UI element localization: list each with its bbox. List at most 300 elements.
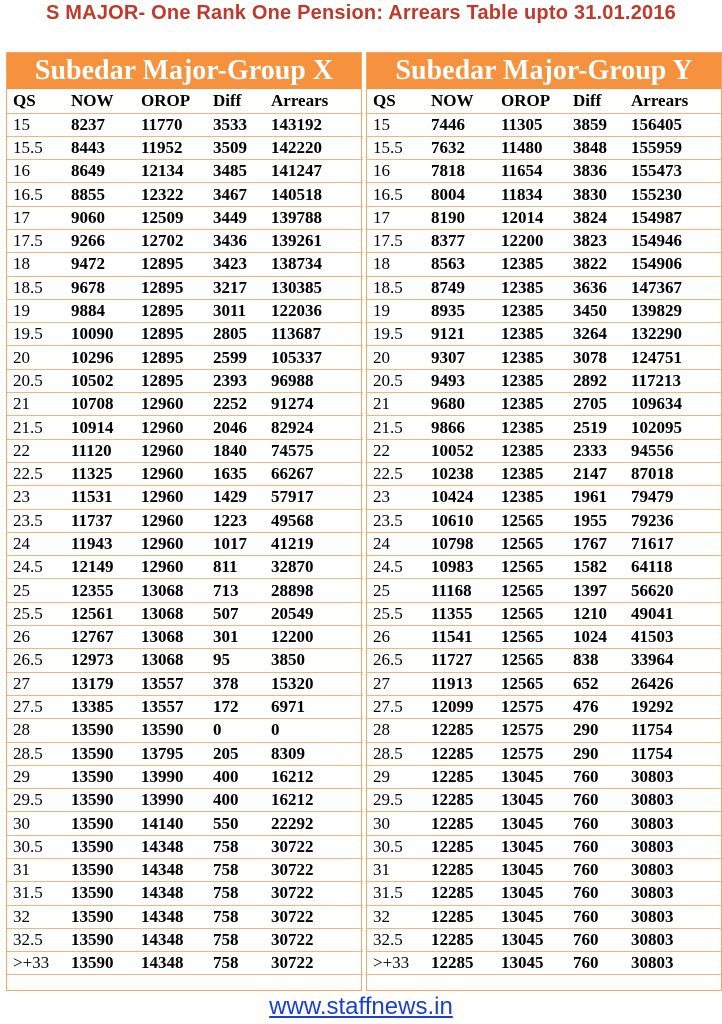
col-qs: QS [7, 89, 65, 113]
table-row [367, 579, 722, 602]
diff-cell: 760 [567, 952, 625, 975]
now-cell: 10424 [425, 486, 495, 509]
now-cell: 9060 [65, 206, 135, 229]
table-row [7, 393, 363, 416]
arrears-cell: 30722 [265, 905, 363, 928]
table-row [367, 928, 722, 951]
table-row [7, 113, 363, 136]
now-cell: 12285 [425, 882, 495, 905]
arrears-cell: 30803 [625, 789, 722, 812]
arrears-cell: 74575 [265, 439, 363, 462]
orop-cell: 12895 [135, 253, 207, 276]
arrears-cell: 30722 [265, 835, 363, 858]
now-cell: 12973 [65, 649, 135, 672]
diff-cell: 3485 [207, 160, 265, 183]
now-cell: 13590 [65, 835, 135, 858]
arrears-cell: 154946 [625, 229, 722, 252]
orop-cell: 13045 [495, 882, 567, 905]
arrears-cell: 11754 [625, 719, 722, 742]
table-row [367, 369, 722, 392]
diff-cell: 2705 [567, 393, 625, 416]
arrears-cell: 30722 [265, 952, 363, 975]
orop-cell: 13990 [135, 765, 207, 788]
qs-cell: 24 [367, 532, 425, 555]
arrears-cell: 28898 [265, 579, 363, 602]
qs-cell: 20 [7, 346, 65, 369]
orop-cell: 13068 [135, 626, 207, 649]
table-row [7, 626, 363, 649]
orop-cell: 12385 [495, 276, 567, 299]
diff-cell: 172 [207, 695, 265, 718]
now-cell: 10502 [65, 369, 135, 392]
now-cell: 13179 [65, 672, 135, 695]
table-row [7, 649, 363, 672]
now-cell: 10052 [425, 439, 495, 462]
now-cell: 7632 [425, 136, 495, 159]
table-row [367, 136, 722, 159]
now-cell: 10238 [425, 462, 495, 485]
diff-cell: 290 [567, 719, 625, 742]
diff-cell: 3449 [207, 206, 265, 229]
arrears-cell: 49041 [625, 602, 722, 625]
arrears-cell: 94556 [625, 439, 722, 462]
orop-cell: 13045 [495, 789, 567, 812]
now-cell: 9866 [425, 416, 495, 439]
now-cell: 7818 [425, 160, 495, 183]
arrears-cell: 0 [265, 719, 363, 742]
diff-cell: 2805 [207, 323, 265, 346]
qs-cell: 21.5 [367, 416, 425, 439]
arrears-cell: 130385 [265, 276, 363, 299]
diff-cell: 2519 [567, 416, 625, 439]
arrears-cell: 32870 [265, 556, 363, 579]
table-row [7, 253, 363, 276]
orop-cell: 12565 [495, 602, 567, 625]
table-row [367, 672, 722, 695]
table-row [367, 323, 722, 346]
arrears-cell: 19292 [625, 695, 722, 718]
orop-cell: 12565 [495, 532, 567, 555]
diff-cell: 758 [207, 882, 265, 905]
diff-cell: 1397 [567, 579, 625, 602]
now-cell: 8563 [425, 253, 495, 276]
now-cell: 13590 [65, 812, 135, 835]
diff-cell: 811 [207, 556, 265, 579]
group-y-panel [366, 52, 722, 991]
arrears-cell: 79236 [625, 509, 722, 532]
col-orop: OROP [495, 89, 567, 113]
arrears-cell: 8309 [265, 742, 363, 765]
diff-cell: 3011 [207, 299, 265, 322]
qs-cell: 32.5 [7, 928, 65, 951]
qs-cell: 22 [7, 439, 65, 462]
orop-cell: 11305 [495, 113, 567, 136]
arrears-cell: 96988 [265, 369, 363, 392]
table-row [367, 393, 722, 416]
table-row [7, 136, 363, 159]
arrears-cell: 11754 [625, 742, 722, 765]
qs-cell: 21 [367, 393, 425, 416]
arrears-cell: 41219 [265, 532, 363, 555]
page-title: S MAJOR- One Rank One Pension: Arrears Table upto 31.01.2016 [46, 2, 676, 24]
orop-cell: 12960 [135, 416, 207, 439]
orop-cell: 13045 [495, 928, 567, 951]
diff-cell: 1429 [207, 486, 265, 509]
now-cell: 13590 [65, 859, 135, 882]
orop-cell: 12385 [495, 369, 567, 392]
col-arrears: Arrears [625, 89, 722, 113]
diff-cell: 3423 [207, 253, 265, 276]
arrears-cell: 139261 [265, 229, 363, 252]
arrears-cell: 20549 [265, 602, 363, 625]
table-row [7, 859, 363, 882]
qs-cell: 30.5 [367, 835, 425, 858]
orop-cell: 12565 [495, 579, 567, 602]
diff-cell: 1840 [207, 439, 265, 462]
arrears-cell: 155230 [625, 183, 722, 206]
qs-cell: 30 [367, 812, 425, 835]
table-row [7, 695, 363, 718]
now-cell: 12355 [65, 579, 135, 602]
arrears-cell: 30803 [625, 952, 722, 975]
diff-cell: 760 [567, 765, 625, 788]
arrears-cell: 132290 [625, 323, 722, 346]
table-row [7, 742, 363, 765]
qs-cell: 21.5 [7, 416, 65, 439]
orop-cell: 12014 [495, 206, 567, 229]
diff-cell: 760 [567, 859, 625, 882]
table-row [367, 276, 722, 299]
qs-cell: 28.5 [7, 742, 65, 765]
diff-cell: 3822 [567, 253, 625, 276]
diff-cell: 3636 [567, 276, 625, 299]
qs-cell: 17 [7, 206, 65, 229]
orop-cell: 13068 [135, 649, 207, 672]
arrears-cell: 30803 [625, 928, 722, 951]
orop-cell: 12960 [135, 486, 207, 509]
table-row [367, 160, 722, 183]
diff-cell: 2393 [207, 369, 265, 392]
orop-cell: 12895 [135, 346, 207, 369]
qs-cell: 16 [7, 160, 65, 183]
orop-cell: 12200 [495, 229, 567, 252]
orop-cell: 14348 [135, 928, 207, 951]
qs-cell: 18.5 [7, 276, 65, 299]
table-row [367, 556, 722, 579]
diff-cell: 205 [207, 742, 265, 765]
now-cell: 11120 [65, 439, 135, 462]
orop-cell: 12960 [135, 393, 207, 416]
now-cell: 9680 [425, 393, 495, 416]
orop-cell: 13045 [495, 765, 567, 788]
diff-cell: 838 [567, 649, 625, 672]
qs-cell: 31 [367, 859, 425, 882]
arrears-cell: 140518 [265, 183, 363, 206]
now-cell: 12285 [425, 952, 495, 975]
now-cell: 12561 [65, 602, 135, 625]
diff-cell: 758 [207, 859, 265, 882]
qs-cell: 17.5 [7, 229, 65, 252]
diff-cell: 1582 [567, 556, 625, 579]
table-row [367, 695, 722, 718]
qs-cell: 29 [367, 765, 425, 788]
group-x-column-headers [7, 89, 363, 113]
orop-cell: 12960 [135, 509, 207, 532]
orop-cell: 11834 [495, 183, 567, 206]
qs-cell: 19.5 [367, 323, 425, 346]
orop-cell: 13068 [135, 602, 207, 625]
orop-cell: 13045 [495, 812, 567, 835]
qs-cell: 32.5 [367, 928, 425, 951]
arrears-cell: 15320 [265, 672, 363, 695]
arrears-cell: 56620 [625, 579, 722, 602]
now-cell: 11727 [425, 649, 495, 672]
now-cell: 10610 [425, 509, 495, 532]
table-row [367, 649, 722, 672]
qs-cell: 25 [7, 579, 65, 602]
qs-cell: 19.5 [7, 323, 65, 346]
qs-cell: 23 [7, 486, 65, 509]
now-cell: 10090 [65, 323, 135, 346]
orop-cell: 13557 [135, 695, 207, 718]
qs-cell: 27.5 [367, 695, 425, 718]
col-diff: Diff [207, 89, 265, 113]
arrears-cell: 113687 [265, 323, 363, 346]
qs-cell: 25 [367, 579, 425, 602]
orop-cell: 12385 [495, 253, 567, 276]
table-row [7, 462, 363, 485]
qs-cell: 15.5 [367, 136, 425, 159]
arrears-cell: 26426 [625, 672, 722, 695]
diff-cell: 3859 [567, 113, 625, 136]
table-row [367, 742, 722, 765]
orop-cell: 12385 [495, 393, 567, 416]
orop-cell: 13795 [135, 742, 207, 765]
arrears-cell: 49568 [265, 509, 363, 532]
diff-cell: 652 [567, 672, 625, 695]
orop-cell: 12565 [495, 556, 567, 579]
diff-cell: 1955 [567, 509, 625, 532]
orop-cell: 12322 [135, 183, 207, 206]
arrears-cell: 124751 [625, 346, 722, 369]
arrears-cell: 30803 [625, 835, 722, 858]
qs-cell: 26.5 [367, 649, 425, 672]
qs-cell: 17 [367, 206, 425, 229]
table-row [7, 928, 363, 951]
orop-cell: 12385 [495, 416, 567, 439]
orop-cell: 14348 [135, 882, 207, 905]
orop-cell: 12960 [135, 532, 207, 555]
arrears-cell: 141247 [265, 160, 363, 183]
diff-cell: 758 [207, 835, 265, 858]
now-cell: 9493 [425, 369, 495, 392]
col-arrears: Arrears [265, 89, 363, 113]
orop-cell: 12385 [495, 486, 567, 509]
now-cell: 12285 [425, 905, 495, 928]
qs-cell: >+33 [367, 952, 425, 975]
table-row [7, 160, 363, 183]
now-cell: 13385 [65, 695, 135, 718]
qs-cell: 26 [7, 626, 65, 649]
diff-cell: 1210 [567, 602, 625, 625]
diff-cell: 760 [567, 812, 625, 835]
diff-cell: 0 [207, 719, 265, 742]
orop-cell: 12565 [495, 672, 567, 695]
diff-cell: 3467 [207, 183, 265, 206]
orop-cell: 12575 [495, 719, 567, 742]
qs-cell: 18.5 [367, 276, 425, 299]
table-row [367, 952, 722, 975]
table-row [7, 229, 363, 252]
qs-cell: 15 [7, 113, 65, 136]
orop-cell: 11480 [495, 136, 567, 159]
arrears-cell: 33964 [625, 649, 722, 672]
now-cell: 9121 [425, 323, 495, 346]
now-cell: 12285 [425, 789, 495, 812]
qs-cell: 24 [7, 532, 65, 555]
diff-cell: 2147 [567, 462, 625, 485]
qs-cell: 27 [7, 672, 65, 695]
group-x-header: Subedar Major-Group X [7, 53, 361, 89]
now-cell: 13590 [65, 765, 135, 788]
qs-cell: 25.5 [367, 602, 425, 625]
table-row [367, 486, 722, 509]
orop-cell: 12385 [495, 299, 567, 322]
now-cell: 11943 [65, 532, 135, 555]
arrears-cell: 156405 [625, 113, 722, 136]
orop-cell: 13990 [135, 789, 207, 812]
diff-cell: 760 [567, 928, 625, 951]
diff-cell: 400 [207, 765, 265, 788]
orop-cell: 12385 [495, 439, 567, 462]
qs-cell: 23 [367, 486, 425, 509]
orop-cell: 12960 [135, 462, 207, 485]
diff-cell: 1961 [567, 486, 625, 509]
diff-cell: 507 [207, 602, 265, 625]
qs-cell: 29.5 [367, 789, 425, 812]
now-cell: 12285 [425, 859, 495, 882]
diff-cell: 3436 [207, 229, 265, 252]
qs-cell: 19 [7, 299, 65, 322]
now-cell: 9266 [65, 229, 135, 252]
diff-cell: 2252 [207, 393, 265, 416]
qs-cell: 20 [367, 346, 425, 369]
qs-cell: 17.5 [367, 229, 425, 252]
diff-cell: 758 [207, 928, 265, 951]
qs-cell: 28 [367, 719, 425, 742]
table-row [7, 416, 363, 439]
diff-cell: 2892 [567, 369, 625, 392]
now-cell: 11913 [425, 672, 495, 695]
now-cell: 10798 [425, 532, 495, 555]
arrears-cell: 30722 [265, 882, 363, 905]
diff-cell: 550 [207, 812, 265, 835]
qs-cell: 21 [7, 393, 65, 416]
table-row [7, 556, 363, 579]
orop-cell: 11654 [495, 160, 567, 183]
diff-cell: 2333 [567, 439, 625, 462]
table-row [7, 789, 363, 812]
table-row [367, 626, 722, 649]
diff-cell: 3533 [207, 113, 265, 136]
group-y-column-headers [367, 89, 722, 113]
now-cell: 10914 [65, 416, 135, 439]
arrears-cell: 71617 [625, 532, 722, 555]
orop-cell: 13557 [135, 672, 207, 695]
qs-cell: 18 [7, 253, 65, 276]
table-row [7, 579, 363, 602]
qs-cell: 26 [367, 626, 425, 649]
qs-cell: 24.5 [7, 556, 65, 579]
arrears-cell: 30803 [625, 882, 722, 905]
table-row [7, 532, 363, 555]
qs-cell: 32 [7, 905, 65, 928]
diff-cell: 3217 [207, 276, 265, 299]
table-row [7, 323, 363, 346]
orop-cell: 14348 [135, 952, 207, 975]
diff-cell: 476 [567, 695, 625, 718]
now-cell: 9472 [65, 253, 135, 276]
now-cell: 9307 [425, 346, 495, 369]
orop-cell: 12575 [495, 742, 567, 765]
arrears-cell: 109634 [625, 393, 722, 416]
qs-cell: 24.5 [367, 556, 425, 579]
orop-cell: 12575 [495, 695, 567, 718]
now-cell: 11355 [425, 602, 495, 625]
orop-cell: 12702 [135, 229, 207, 252]
arrears-cell: 64118 [625, 556, 722, 579]
orop-cell: 11952 [135, 136, 207, 159]
table-row [367, 532, 722, 555]
table-row [367, 859, 722, 882]
table-row [7, 765, 363, 788]
qs-cell: 19 [367, 299, 425, 322]
table-row [367, 789, 722, 812]
col-now: NOW [425, 89, 495, 113]
table-row [367, 206, 722, 229]
now-cell: 8004 [425, 183, 495, 206]
table-row [367, 602, 722, 625]
arrears-cell: 82924 [265, 416, 363, 439]
arrears-cell: 91274 [265, 393, 363, 416]
diff-cell: 3823 [567, 229, 625, 252]
col-now: NOW [65, 89, 135, 113]
orop-cell: 12895 [135, 323, 207, 346]
now-cell: 12285 [425, 928, 495, 951]
col-qs: QS [367, 89, 425, 113]
now-cell: 13590 [65, 789, 135, 812]
arrears-cell: 155473 [625, 160, 722, 183]
qs-cell: 15.5 [7, 136, 65, 159]
arrears-cell: 102095 [625, 416, 722, 439]
now-cell: 13590 [65, 882, 135, 905]
group-y-rows [367, 113, 722, 975]
arrears-cell: 57917 [265, 486, 363, 509]
arrears-cell: 30803 [625, 765, 722, 788]
arrears-cell: 142220 [265, 136, 363, 159]
website-link[interactable]: www.staffnews.in [269, 993, 453, 1020]
diff-cell: 3830 [567, 183, 625, 206]
now-cell: 11541 [425, 626, 495, 649]
arrears-cell: 22292 [265, 812, 363, 835]
table-row [7, 882, 363, 905]
table-row [367, 253, 722, 276]
qs-cell: 16.5 [367, 183, 425, 206]
qs-cell: 16 [367, 160, 425, 183]
qs-cell: 20.5 [367, 369, 425, 392]
table-row [367, 765, 722, 788]
arrears-cell: 30803 [625, 812, 722, 835]
